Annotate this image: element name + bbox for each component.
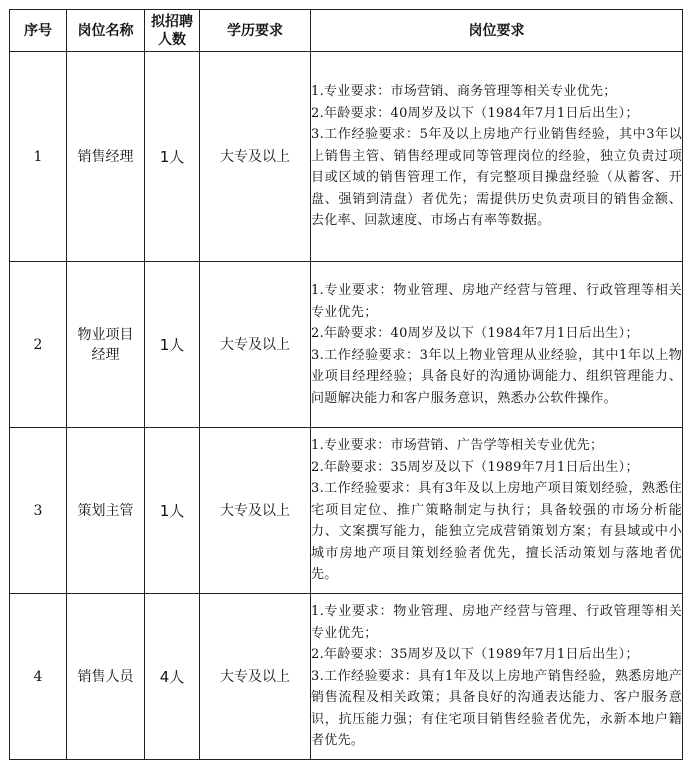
row-requirements bbox=[311, 262, 683, 428]
row-index: 1 bbox=[10, 52, 67, 262]
row-headcount: 1人 bbox=[145, 428, 200, 594]
row-requirements bbox=[311, 52, 683, 262]
requirement-major: 1.专业要求：市场营销、商务管理等相关专业优先； bbox=[311, 84, 617, 100]
row-headcount: 1人 bbox=[145, 262, 200, 428]
row-position-name: 物业项目经理 bbox=[67, 262, 145, 428]
requirement-age: 2.年龄要求：35周岁及以下（1989年7月1日后出生）； bbox=[311, 459, 639, 475]
header-index: 序号 bbox=[10, 10, 67, 52]
recruitment-table bbox=[9, 9, 683, 760]
row-headcount: 4人 bbox=[145, 594, 200, 760]
row-index: 3 bbox=[10, 428, 67, 594]
requirement-major: 1.专业要求：市场营销、广告学等相关专业优先； bbox=[311, 438, 604, 454]
row-requirements bbox=[311, 428, 683, 594]
row-position-name: 销售人员 bbox=[67, 594, 145, 760]
table-row bbox=[10, 262, 683, 428]
table-row bbox=[10, 428, 683, 594]
requirement-experience: 3.工作经验要求：5年及以上房地产行业销售经验，其中3年以上销售主管、销售经理或同等管理岗位的经验，独立负责过项目或区域的销售管理工作，有完整项目操盘经验（从蓄客、开盘、强销到清盘）者优先；需提供历史负责项目的销售金额、去化率、回款速度、市场占有率等数据。 bbox=[311, 127, 682, 229]
row-index: 2 bbox=[10, 262, 67, 428]
header-headcount: 拟招聘人数 bbox=[145, 10, 200, 52]
header-requirements: 岗位要求 bbox=[311, 10, 683, 52]
requirement-age: 2.年龄要求：35周岁及以下（1989年7月1日后出生）； bbox=[311, 647, 639, 663]
row-education: 大专及以上 bbox=[200, 52, 311, 262]
requirement-age: 2.年龄要求：40周岁及以下（1984年7月1日后出生）； bbox=[311, 105, 639, 121]
row-index: 4 bbox=[10, 594, 67, 760]
table-row bbox=[10, 594, 683, 760]
row-headcount: 1人 bbox=[145, 52, 200, 262]
requirement-major: 1.专业要求：物业管理、房地产经营与管理、行政管理等相关专业优先； bbox=[311, 283, 682, 320]
row-requirements bbox=[311, 594, 683, 760]
header-position-name: 岗位名称 bbox=[67, 10, 145, 52]
table-header-row bbox=[10, 10, 683, 52]
row-position-name: 销售经理 bbox=[67, 52, 145, 262]
row-education: 大专及以上 bbox=[200, 262, 311, 428]
table-row bbox=[10, 52, 683, 262]
requirement-experience: 3.工作经验要求：具有1年及以上房地产销售经验，熟悉房地产销售流程及相关政策；具备良好的沟通表达能力、客户服务意识，抗压能力强；有住宅项目销售经验者优先，永新本地户籍者优先。 bbox=[311, 668, 682, 749]
row-position-name: 策划主管 bbox=[67, 428, 145, 594]
row-education: 大专及以上 bbox=[200, 594, 311, 760]
requirement-age: 2.年龄要求：40周岁及以下（1984年7月1日后出生）； bbox=[311, 326, 639, 341]
requirement-experience: 3.工作经验要求：具有3年及以上房地产项目策划经验，熟悉住宅项目定位、推广策略制定与执行；具备较强的市场分析能力、文案撰写能力，能独立完成营销策划方案；有县域或中小城市房地产项目策划经验者优先，擅长活动策划与落地者优先。 bbox=[311, 481, 682, 583]
requirement-experience: 3.工作经验要求：3年以上物业管理从业经验，其中1年以上物业项目经理经验；具备良好的沟通协调能力、组织管理能力、问题解决能力和客户服务意识，熟悉办公软件操作。 bbox=[311, 347, 682, 406]
header-education: 学历要求 bbox=[200, 10, 311, 52]
requirement-major: 1.专业要求：物业管理、房地产经营与管理、行政管理等相关专业优先； bbox=[311, 604, 682, 641]
row-education: 大专及以上 bbox=[200, 428, 311, 594]
